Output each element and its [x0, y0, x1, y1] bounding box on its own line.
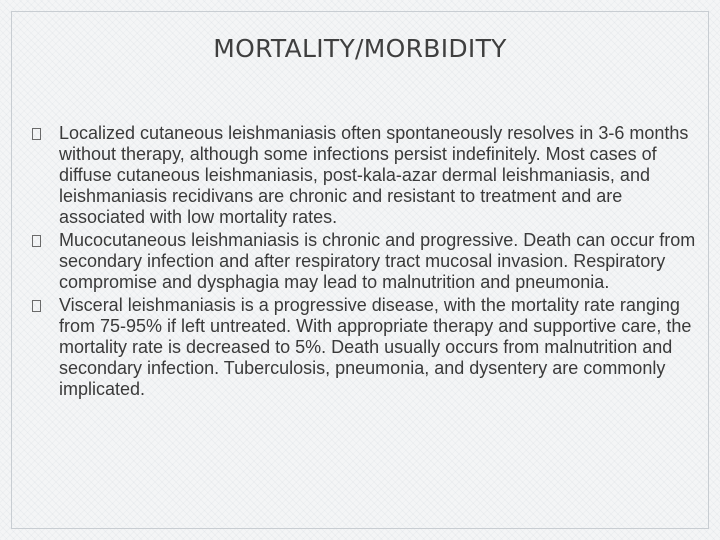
slide-title: MORTALITY/MORBIDITY: [213, 34, 507, 63]
bullet-item: [30, 123, 700, 228]
bullet-item: [30, 230, 700, 293]
bullet-text: Mucocutaneous leishmaniasis is chronic and progressive. Death can occur from secondary infection and after respiratory tract mucosal invasion. Respiratory compromise and dysphagia may lead to malnutrition and pneumonia.: [59, 230, 696, 292]
square-bullet-icon: [30, 230, 59, 250]
bullet-item: [30, 295, 700, 400]
bullet-text: Visceral leishmaniasis is a progressive disease, with the mortality rate ranging from 75-95% if left untreated. With appropriate therapy and supportive care, the mortality rate is decreased to 5%. Death usually occurs from malnutrition and secondary infection. Tuberculosis, pneumonia, and dysentery are commonly implicated.: [59, 295, 692, 399]
bullet-text: Localized cutaneous leishmaniasis often spontaneously resolves in 3-6 months without therapy, although some infections persist indefinitely. Most cases of diffuse cutaneous leishmaniasis, post-kala-azar dermal leishmaniasis, and leishmaniasis recidivans are chronic and resistant to treatment and are associated with low mortality rates.: [59, 123, 689, 227]
square-bullet-icon: [30, 123, 59, 143]
square-bullet-icon: [30, 295, 59, 315]
bullet-list: [30, 123, 700, 402]
